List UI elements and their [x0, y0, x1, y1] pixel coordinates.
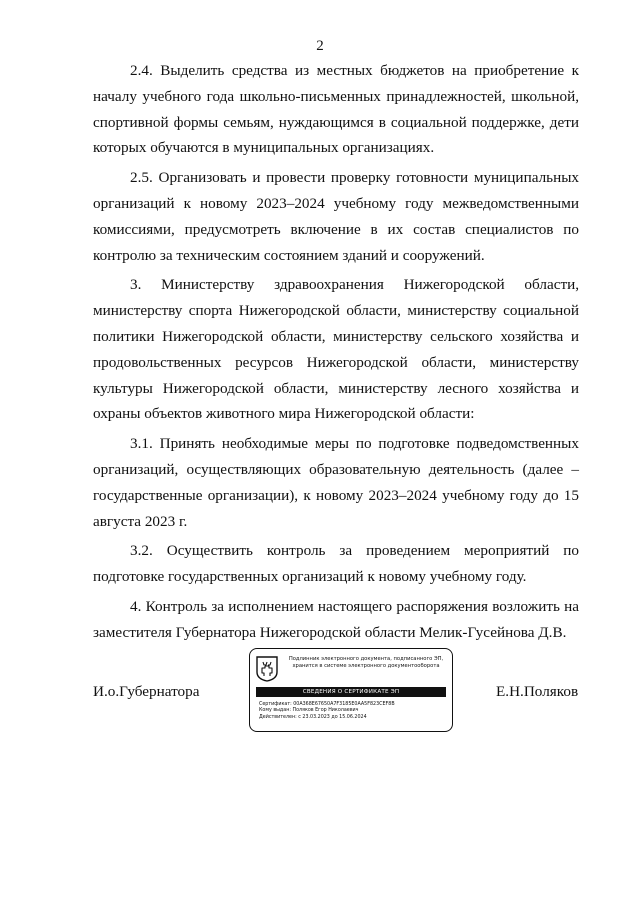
paragraph-2-5: 2.5. Организовать и провести проверку готовности муниципальных организаций к новому 2023–2024 учебному году межведомственными комиссиями, предусмотреть включение в их состав специалистов по контролю за техническим состоянием зданий и сооружений.	[93, 169, 579, 264]
signatory-name: Е.Н.Поляков	[496, 683, 579, 700]
certificate-owner: Кому выдан: Поляков Егор Николаевич	[259, 708, 359, 714]
paragraph-2-4: 2.4. Выделить средства из местных бюджетов на приобретение к началу учебного года школьно-письменных принадлежностей, школьной, спортивной формы семьям, нуждающимся в социальной поддержке, дети которых обучаются в муниципальных организациях.	[93, 62, 579, 157]
page-number: 2	[316, 38, 324, 54]
document-body	[93, 58, 579, 650]
signatory-position: И.о.Губернатора	[93, 683, 200, 700]
stamp-title: СВЕДЕНИЯ О СЕРТИФИКАТЕ ЭП	[256, 687, 446, 697]
stamp-header: Подлинник электронного документа, подписанного ЭП, хранится в системе электронного документооборота	[288, 656, 444, 669]
deer-emblem-icon	[256, 656, 278, 682]
certificate-validity: Действителен: с 23.03.2023 до 15.06.2024	[259, 714, 367, 720]
electronic-signature-stamp	[249, 648, 453, 732]
certificate-details	[259, 702, 447, 721]
paragraph-3-1: 3.1. Принять необходимые меры по подготовке подведомственных организаций, осуществляющих образовательную деятельность (далее – государственные организации), к новому 2023–2024 учебному году до 15 августа 2023 г.	[93, 435, 579, 530]
paragraph-3: 3. Министерству здравоохранения Нижегородской области, министерству спорта Нижегородской области, министерству социальной политики Нижегородской области, министерству сельского хозяйства и продовольственных ресурсов Нижегородской области, министерству культуры Нижегородской области, министерству лесного хозяйства и охраны объектов животного мира Нижегородской области:	[93, 276, 579, 423]
certificate-number: Сертификат: 00A368E67650A7F3185E0AA5F823CEF8B	[259, 702, 395, 707]
paragraph-4: 4. Контроль за исполнением настоящего распоряжения возложить на заместителя Губернатора Нижегородской области Мелик-Гусейнова Д.В.	[93, 597, 579, 641]
paragraph-3-2: 3.2. Осуществить контроль за проведением мероприятий по подготовке государственных организаций к новому учебному году.	[93, 542, 579, 586]
